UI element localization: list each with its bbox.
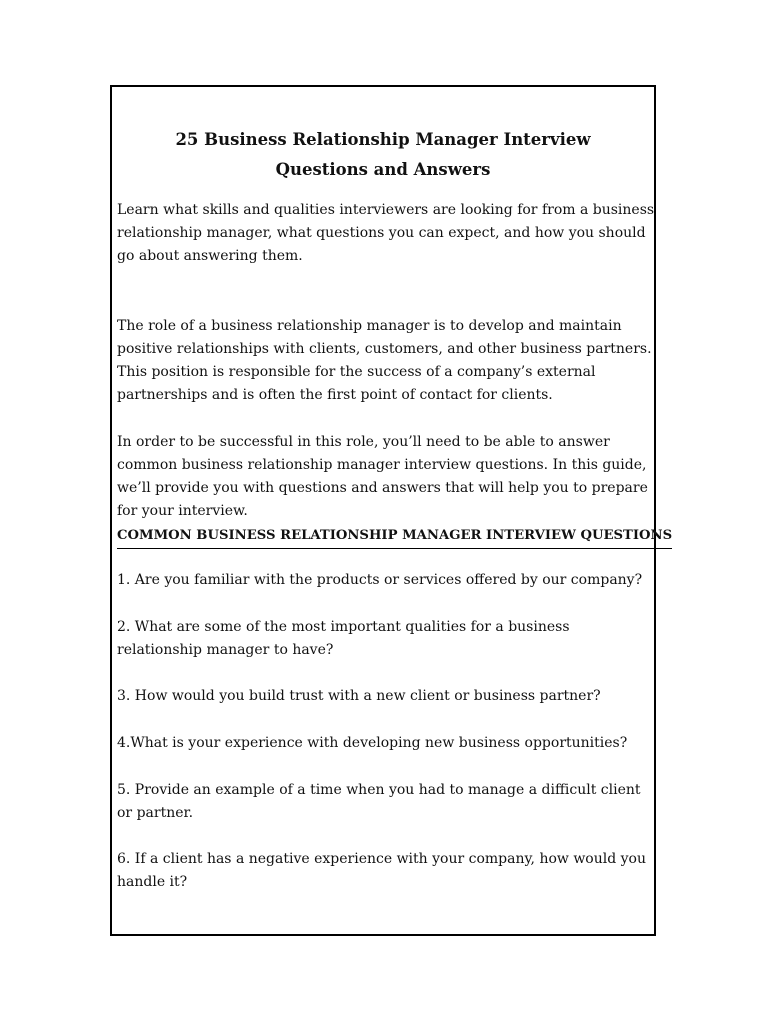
intro-paragraph: Learn what skills and qualities interviewers are looking for from a business relationship manager, what questions you can expect, and how you should go about answering them. (117, 202, 655, 264)
document-page (110, 85, 673, 936)
question-2: 2. What are some of the most important qualities for a business relationship manager to have? (117, 619, 570, 658)
document-title: 25 Business Relationship Manager Interview Questions and Answers (175, 130, 591, 179)
question-1: 1. Are you familiar with the products or services offered by our company? (117, 572, 643, 588)
role-paragraph: The role of a business relationship manager is to develop and maintain positive relationships with clients, customers, and other business partners. This position is responsible for the success of a company’s external partnerships and is often the first point of contact for clients. (117, 318, 652, 403)
question-3: 3. How would you build trust with a new client or business partner? (117, 688, 601, 704)
question-4: 4.What is your experience with developing new business opportunities? (117, 735, 628, 751)
section-heading: COMMON BUSINESS RELATIONSHIP MANAGER INTERVIEW QUESTIONS (117, 526, 672, 549)
guide-paragraph: In order to be successful in this role, you’ll need to be able to answer common business relationship manager interview questions. In this guide, we’ll provide you with questions and answers that will help you to prepare for your interview. (117, 434, 648, 519)
question-5: 5. Provide an example of a time when you had to manage a difficult client or partner. (117, 782, 641, 821)
question-6: 6. If a client has a negative experience with your company, how would you handle it? (117, 851, 646, 890)
